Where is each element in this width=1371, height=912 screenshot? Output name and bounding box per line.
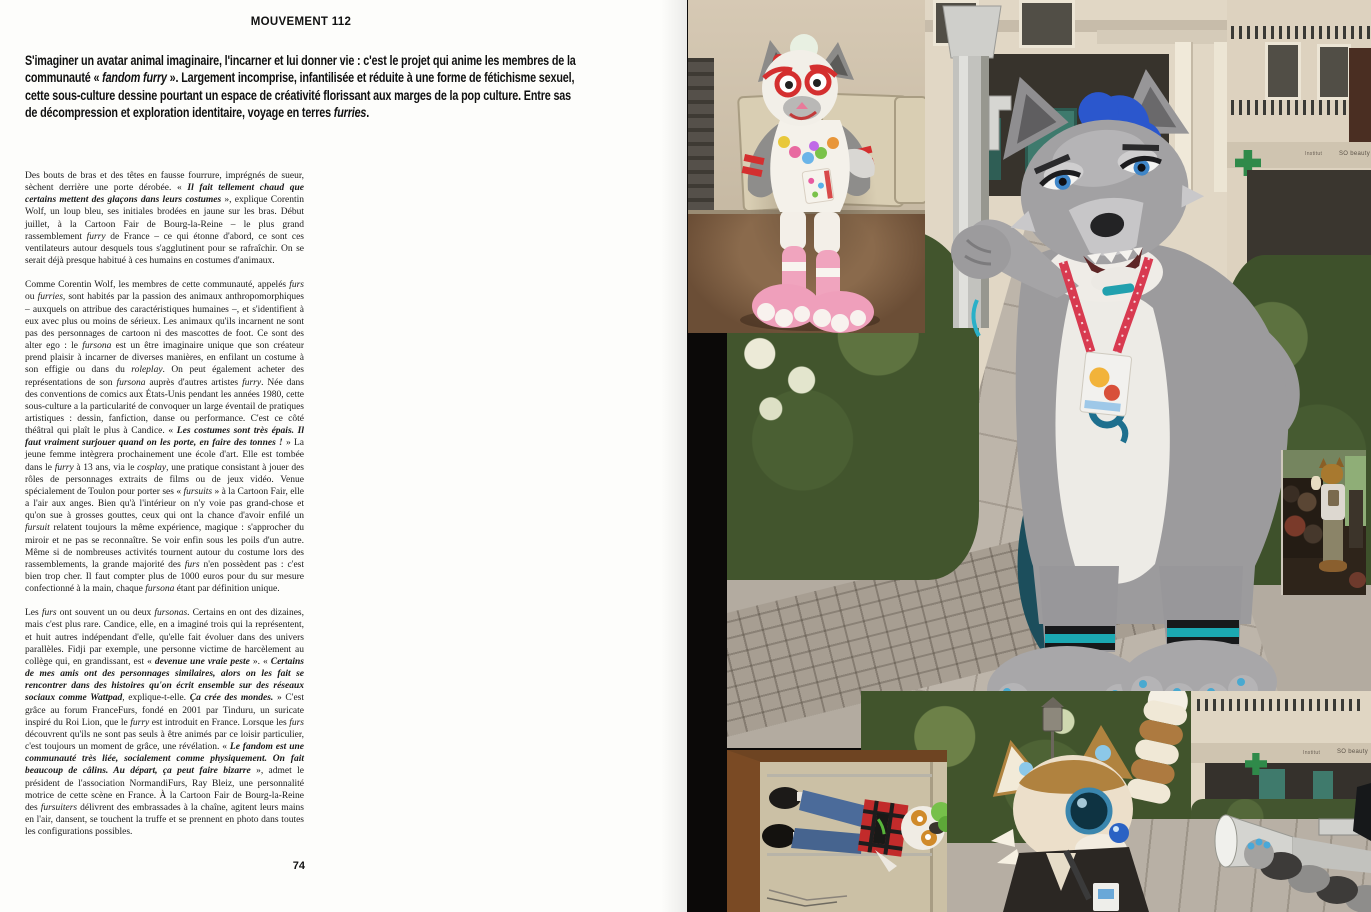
sticker-pouch [802,168,834,204]
photo-indoor-fursuit [688,0,925,333]
plaid-shirt [858,799,909,857]
white-fursuiter [688,0,925,333]
paw-feet [1319,560,1347,572]
bag [1349,572,1366,588]
body-paragraph-2: Comme Corentin Wolf, les membres de cette communauté, appelés furs ou furries, sont habités par la passion des animaux anthropomorphiques – auxquels on attribue des caractéristiques humaines –, et s'identifient à eux avec plus ou moins de sérieux. Les animaux qu'ils incarnent ne sont pas des personnages de cartoon ni des mascottes de foot. Ce sont des alter ego : le fursona est un être imaginaire unique que son créateur prend plaisir à incarner de diverses manières, en enfilant un costume à son effigie ou dans du roleplay. On peut également acheter des représentations de son fursona auprès d'autres artistes furry. Née dans des conventions de comics aux États-Unis pendant les années 1980, cette sous-culture a la particularité de convoquer un large éventail de pratiques artistiques : dessin, fanfiction, danse ou performance. C'est ce côté théâtral qui plaît le plus à Candice. « Les costumes sont très épais. Il faut vraiment surjouer quand on les porte, en faire des tonnes ! » La jeune femme intègrera prochainement une école d'art. Elle est tombée dans le furry à 13 ans, via le cosplay, une pratique consistant à jouer des rôles de personnages extraits de films ou de jeux vidéo. Venue spécialement de Toulon pour porter ses « fursuits » à la Cartoon Fair, elle a l'air aux anges. Bien qu'à l'intérieur on n'y voie pas grand-chose et qu'on sue à grosses gouttes, ceux qui ont la chance d'avoir enfilé un fursuit relatent toujours la même expérience, magique : s'approcher du miroir et ne pas se reconnaître. Se voir enfin sous les poils d'un autre. Même si de nombreuses activités tournent autour du costume lors des rassemblements, la grande majorité des furs n'en possèdent pas : c'est bien trop cher. Il faut compter plus de 1000 euros pour du sur mesure confectionné à la main, chaque fursona étant par définition unique. [25,280,305,595]
fox-head [991,725,1133,865]
sign-beauty: SO beauty [1339,151,1371,157]
fox-eye [1068,790,1110,832]
husky-belly [1055,290,1169,583]
body-paragraph-3: Les furs ont souvent un ou deux fursonas. Certains en ont des dizaines, mais c'est plus rare. Candice, elle, en a imaginé trois qui la représentent, et huit autres indépendant d'elle, qu'elle fait évoluer dans des univers parallèles. Fidji par exemple, une personne victime de harcèlement au collège qui, en grandissant, est « devenue une vraie peste ». « Certains de mes amis ont des personnages similaires, alors on les fait se rencontrer dans des histoires qu'on écrit ensemble sur des réseaux sociaux comme Wattpad, explique-t-elle. Ça crée des mondes. » C'est grâce au forum FranceFurs, fondé en 2001 par Tinduru, un suricate inspiré du Roi Lion, que le furry est introduit en France. Lorsque les furs découvrent qu'ils ne sont pas seuls à être animés par ce loisir particulier, c'est toujours un moment de grâce, une révélation. « Le fandom est une communauté très liée, socialement comme physiquement. On fait beaucoup de câlins. Au départ, ça peut faire bizarre », admet le président de l'association NormandiFurs, Ray Bleiz, une personnalité motrice de cette scène en France. À la Cartoon Fair de Bourg-la-Reine des fursuiters délivrent des embrassades à la chaîne, agitent leurs mains en l'air, dansent, se touchent la truffe et se prennent en photo dans toutes les configurations possibles. [25,608,305,838]
right-page [687,0,1371,912]
intro-paragraph: S'imaginer un avatar animal imaginaire, l'incarner et lui donner vie : c'est le projet qui anime les membres de la communauté « fandom furry ». Largement incomprise, infantilisée et réduite à une forme de fétichisme sexuel, cette sous-culture dessine pourtant un espace de créativité florissant aux marges de la pop culture. Entre sas de décompression et exploration identitaire, voyage en terres furries. [25,52,576,121]
body-paragraph-1: Des bouts de bras et des têtes en fausse fourrure, imprégnés de sueur, sèchent derrière une porte dérobée. « Il fait tellement chaud que certains mettent des glaçons dans leurs costumes », explique Corentin Wolf, un loup bleu, ses initiales brodées en jaune sur les bras. Début juillet, à la Cartoon Fair de Bourg-la-Reine – le plus grand rassemblement furry de France – ce qui étonne d'abord, ce sont ces ventilateurs autour desquels tous s'agglutinent pour se rafraîchir. On se serait déjà presque habitué à ces humains en costumes d'animaux. [25,171,304,267]
bystander [1349,490,1363,548]
waving-hand [1311,476,1321,490]
sign-institut: Institut [1305,151,1323,157]
gutter-shadow [661,0,687,912]
tshirt-print [1328,490,1339,506]
sign-beauty: SO beauty [1337,749,1369,755]
raised-striped-limb [1125,691,1193,806]
suit-legs [752,210,874,333]
photo-convention-inset [1281,450,1366,595]
lamppost [943,6,1011,336]
article-body [25,170,304,850]
photo-rotated-fursuiter [727,750,947,912]
edge-fursuiter [1353,783,1371,841]
rotated-scene [727,750,947,912]
badge [1080,352,1132,416]
khaki-pants [1323,520,1343,562]
page-number: 74 [292,860,305,872]
page-header: MOUVEMENT 112 [250,16,352,28]
crowd [1283,478,1323,558]
sign-institut: Institut [1303,750,1321,756]
animal-head [1321,464,1343,484]
fox-body [1003,847,1149,912]
suit-head [758,34,854,126]
fox-nose [1109,823,1129,843]
husky-paw-on-pole [951,225,1011,279]
